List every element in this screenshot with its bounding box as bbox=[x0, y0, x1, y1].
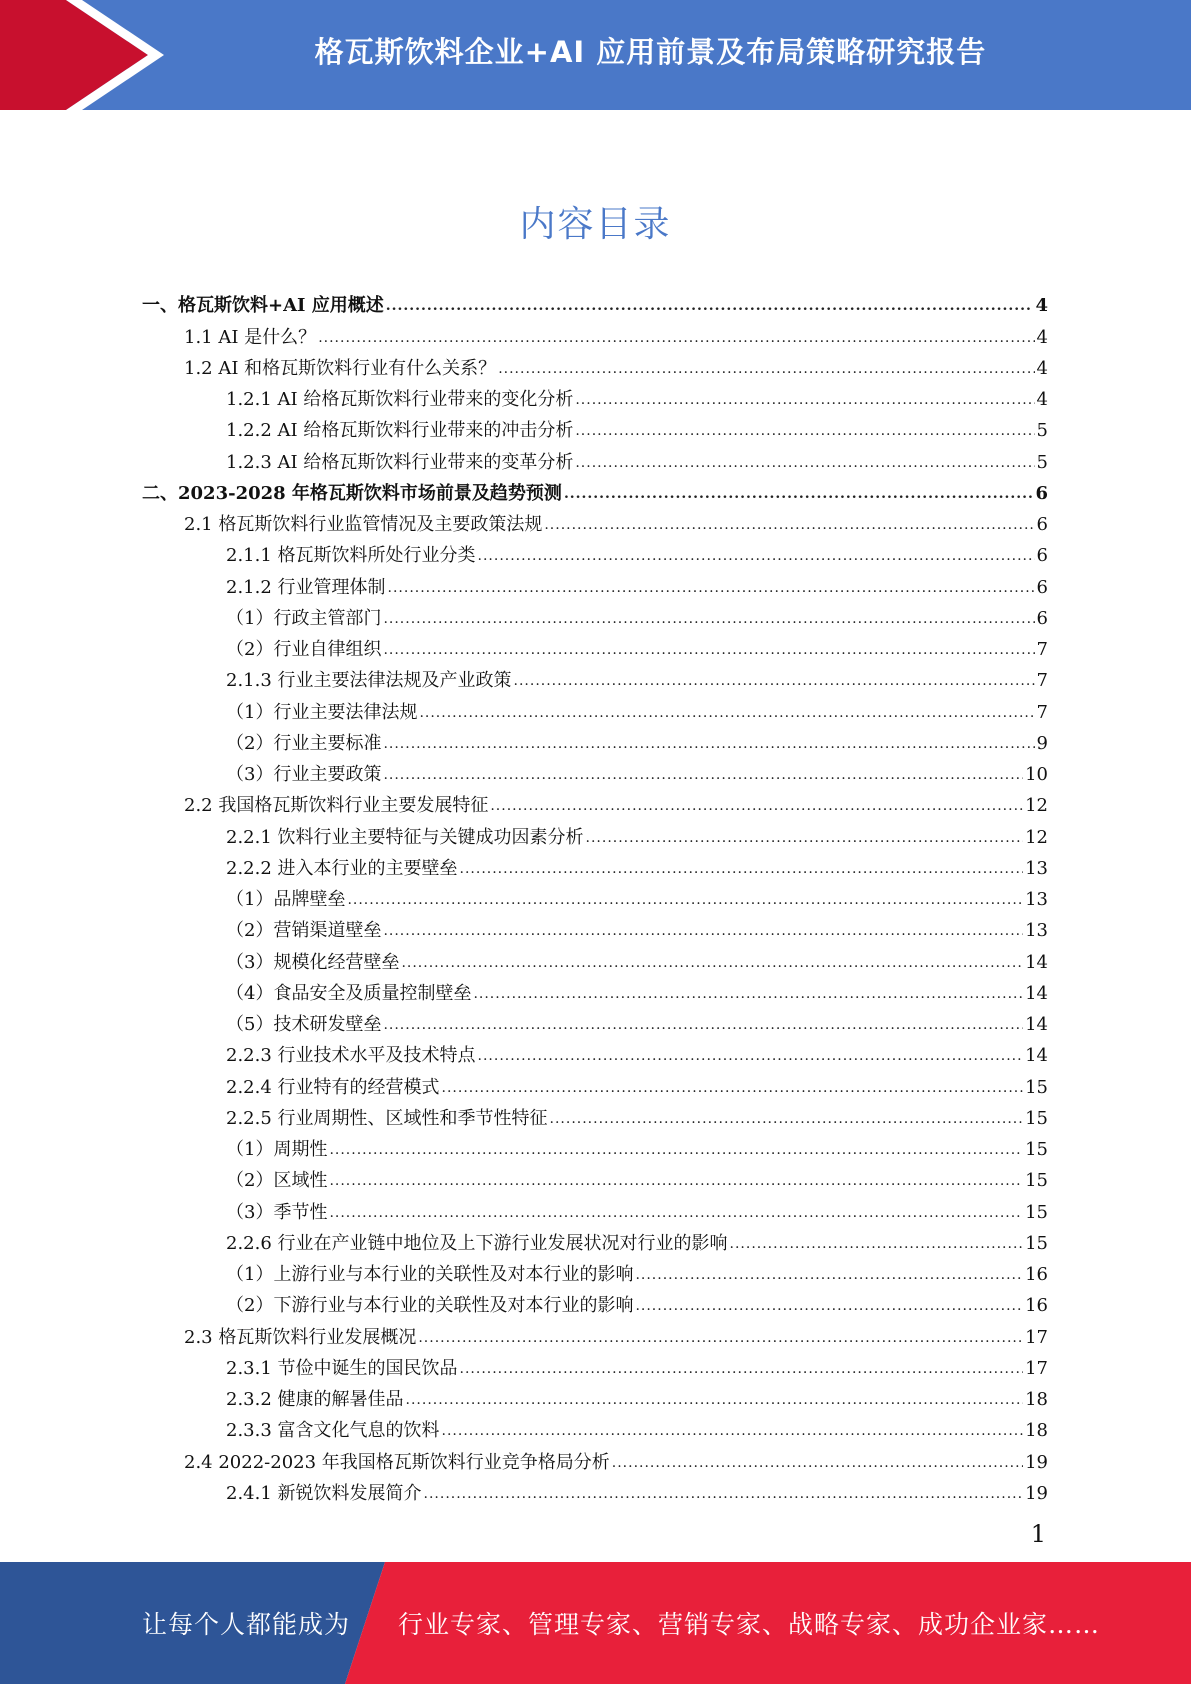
toc-leader-dots bbox=[612, 1452, 1023, 1474]
toc-entry-title: （1）行政主管部门 bbox=[226, 607, 382, 629]
table-of-contents bbox=[142, 286, 1048, 1505]
toc-entry-page: 6 bbox=[1036, 545, 1048, 567]
toc-entry-page: 4 bbox=[1036, 326, 1048, 348]
toc-entry[interactable] bbox=[142, 1192, 1048, 1223]
toc-entry-page: 6 bbox=[1036, 576, 1048, 598]
toc-entry-title: 2.1 格瓦斯饮料行业监管情况及主要政策法规 bbox=[184, 514, 543, 535]
toc-entry[interactable] bbox=[142, 286, 1048, 317]
toc-entry-title: （3）季节性 bbox=[226, 1201, 328, 1223]
toc-entry-page: 16 bbox=[1025, 1264, 1048, 1285]
toc-leader-dots bbox=[575, 452, 1034, 474]
toc-entry-page: 18 bbox=[1025, 1389, 1048, 1410]
toc-entry[interactable] bbox=[142, 1099, 1048, 1130]
toc-entry[interactable] bbox=[142, 724, 1048, 755]
toc-entry-page: 5 bbox=[1036, 420, 1048, 442]
toc-entry-title: 2.3.3 富含文化气息的饮料 bbox=[226, 1420, 440, 1442]
toc-entry[interactable] bbox=[142, 536, 1048, 567]
toc-leader-dots bbox=[730, 1233, 1024, 1255]
toc-leader-dots bbox=[388, 577, 1035, 599]
toc-entry-page: 17 bbox=[1025, 1357, 1048, 1379]
toc-entry-page: 15 bbox=[1025, 1170, 1048, 1192]
toc-entry[interactable] bbox=[142, 599, 1048, 630]
toc-entry-page: 10 bbox=[1025, 764, 1048, 785]
toc-entry-title: 2.2.6 行业在产业链中地位及上下游行业发展状况对行业的影响 bbox=[226, 1232, 728, 1254]
toc-entry[interactable] bbox=[142, 1130, 1048, 1161]
toc-entry[interactable] bbox=[142, 1349, 1048, 1380]
toc-leader-dots bbox=[406, 1389, 1024, 1411]
page-number: 1 bbox=[1030, 1520, 1046, 1548]
toc-entry[interactable] bbox=[142, 411, 1048, 442]
report-title: 格瓦斯饮料企业+AI 应用前景及布局策略研究报告 bbox=[314, 34, 987, 69]
toc-entry-page: 18 bbox=[1025, 1420, 1048, 1442]
toc-entry[interactable] bbox=[142, 1380, 1048, 1411]
toc-entry[interactable] bbox=[142, 1161, 1048, 1192]
toc-entry-page: 13 bbox=[1025, 920, 1048, 942]
toc-entry-page: 19 bbox=[1025, 1482, 1048, 1504]
toc-entry[interactable] bbox=[142, 755, 1048, 786]
toc-leader-dots bbox=[383, 733, 1034, 755]
toc-entry-title: 2.3 格瓦斯饮料行业发展概况 bbox=[184, 1326, 417, 1348]
toc-leader-dots bbox=[442, 1077, 1024, 1099]
toc-entry-page: 9 bbox=[1036, 732, 1048, 754]
toc-entry-title: 2.2.2 进入本行业的主要壁垒 bbox=[226, 857, 458, 879]
toc-entry[interactable] bbox=[142, 1411, 1048, 1442]
toc-leader-dots bbox=[635, 1295, 1023, 1317]
toc-leader-dots bbox=[490, 795, 1023, 817]
toc-entry-title: 2.4 2022-2023 年我国格瓦斯饮料行业竞争格局分析 bbox=[184, 1451, 610, 1473]
toc-heading: 内容目录 bbox=[519, 204, 672, 245]
toc-leader-dots bbox=[383, 764, 1023, 786]
toc-entry-page: 13 bbox=[1025, 889, 1048, 910]
toc-entry-title: 1.1 AI 是什么？ bbox=[184, 326, 317, 348]
toc-entry[interactable] bbox=[142, 630, 1048, 661]
toc-leader-dots bbox=[383, 920, 1023, 942]
toc-leader-dots bbox=[564, 483, 1034, 505]
toc-entry-title: 2.2.1 饮料行业主要特征与关键成功因素分析 bbox=[226, 826, 584, 848]
toc-entry-title: 2.2.4 行业特有的经营模式 bbox=[226, 1076, 440, 1098]
toc-entry-title: 1.2 AI 和格瓦斯饮料行业有什么关系？ bbox=[184, 357, 497, 379]
toc-entry-page: 13 bbox=[1025, 857, 1048, 879]
toc-entry[interactable] bbox=[142, 1255, 1048, 1286]
toc-leader-dots bbox=[383, 639, 1034, 661]
toc-leader-dots bbox=[460, 1358, 1024, 1380]
toc-entry[interactable] bbox=[142, 661, 1048, 692]
toc-entry-page: 6 bbox=[1036, 607, 1048, 629]
toc-leader-dots bbox=[329, 1202, 1023, 1224]
toc-entry[interactable] bbox=[142, 974, 1048, 1005]
toc-entry[interactable] bbox=[142, 911, 1048, 942]
toc-entry-title: 2.1.2 行业管理体制 bbox=[226, 576, 386, 598]
toc-entry-title: （1）周期性 bbox=[226, 1139, 328, 1160]
toc-entry-title: （2）区域性 bbox=[226, 1170, 328, 1192]
toc-leader-dots bbox=[329, 1139, 1023, 1161]
toc-entry[interactable] bbox=[142, 692, 1048, 723]
toc-entry-title: 2.2.3 行业技术水平及技术特点 bbox=[226, 1045, 476, 1067]
toc-entry-title: 2.2.5 行业周期性、区域性和季节性特征 bbox=[226, 1107, 548, 1129]
toc-entry[interactable] bbox=[142, 1286, 1048, 1317]
toc-leader-dots bbox=[498, 358, 1034, 380]
toc-entry-title: 1.2.3 AI 给格瓦斯饮料行业带来的变革分析 bbox=[226, 451, 574, 473]
toc-leader-dots bbox=[460, 858, 1024, 880]
toc-entry-title: 2.2 我国格瓦斯饮料行业主要发展特征 bbox=[184, 795, 489, 817]
footer-slogan-left: 让每个人都能成为 bbox=[142, 1610, 351, 1639]
footer-slogan-right: 行业专家、管理专家、营销专家、战略专家、成功企业家…… bbox=[398, 1610, 1101, 1639]
toc-entry-title: （2）行业自律组织 bbox=[226, 639, 382, 660]
toc-entry[interactable] bbox=[142, 380, 1048, 411]
toc-entry-title: （1）上游行业与本行业的关联性及对本行业的影响 bbox=[226, 1264, 634, 1285]
toc-leader-dots bbox=[575, 389, 1034, 411]
toc-entry[interactable] bbox=[142, 1474, 1048, 1505]
toc-entry-title: （2）营销渠道壁垒 bbox=[226, 920, 382, 942]
toc-entry[interactable] bbox=[142, 1036, 1048, 1067]
toc-entry-title: （1）行业主要法律法规 bbox=[226, 701, 418, 723]
toc-entry-title: 2.1.1 格瓦斯饮料所处行业分类 bbox=[226, 545, 476, 567]
toc-entry[interactable] bbox=[142, 942, 1048, 973]
toc-leader-dots bbox=[550, 1108, 1024, 1130]
toc-entry-title: （5）技术研发壁垒 bbox=[226, 1014, 382, 1035]
toc-entry[interactable] bbox=[142, 1317, 1048, 1348]
toc-entry[interactable] bbox=[142, 1067, 1048, 1098]
toc-entry-title: （3）行业主要政策 bbox=[226, 764, 382, 785]
toc-leader-dots bbox=[514, 670, 1035, 692]
toc-entry-page: 15 bbox=[1025, 1107, 1048, 1129]
toc-entry-page: 14 bbox=[1025, 1045, 1048, 1067]
toc-entry-page: 14 bbox=[1025, 951, 1048, 973]
toc-leader-dots bbox=[418, 1327, 1023, 1349]
toc-entry[interactable] bbox=[142, 1224, 1048, 1255]
toc-entry-title: 2.1.3 行业主要法律法规及产业政策 bbox=[226, 670, 512, 692]
toc-entry-page: 6 bbox=[1036, 514, 1048, 535]
toc-leader-dots bbox=[635, 1264, 1023, 1286]
toc-entry-page: 15 bbox=[1025, 1139, 1048, 1160]
toc-entry-title: （2）下游行业与本行业的关联性及对本行业的影响 bbox=[226, 1295, 634, 1317]
toc-entry-title: （4）食品安全及质量控制壁垒 bbox=[226, 982, 472, 1004]
toc-leader-dots bbox=[419, 702, 1034, 724]
toc-entry[interactable] bbox=[142, 505, 1048, 536]
toc-entry-page: 14 bbox=[1025, 982, 1048, 1004]
toc-entry-page: 6 bbox=[1035, 482, 1048, 504]
toc-leader-dots bbox=[473, 983, 1023, 1005]
toc-entry-page: 15 bbox=[1025, 1201, 1048, 1223]
toc-entry-title: （1）品牌壁垒 bbox=[226, 889, 346, 910]
toc-entry-page: 12 bbox=[1025, 826, 1048, 848]
toc-leader-dots bbox=[586, 827, 1024, 849]
toc-leader-dots bbox=[383, 608, 1034, 630]
toc-leader-dots bbox=[575, 420, 1034, 442]
toc-entry-title: 2.3.1 节俭中诞生的国民饮品 bbox=[226, 1357, 458, 1379]
toc-entry[interactable] bbox=[142, 880, 1048, 911]
toc-entry-page: 17 bbox=[1025, 1326, 1048, 1348]
toc-entry-page: 4 bbox=[1036, 389, 1048, 410]
toc-leader-dots bbox=[386, 295, 1034, 317]
toc-entry[interactable] bbox=[142, 1442, 1048, 1473]
toc-entry-title: 2.3.2 健康的解暑佳品 bbox=[226, 1389, 404, 1410]
toc-leader-dots bbox=[478, 545, 1035, 567]
toc-entry[interactable] bbox=[142, 442, 1048, 473]
toc-leader-dots bbox=[401, 952, 1023, 974]
toc-leader-dots bbox=[318, 327, 1034, 349]
toc-entry-page: 7 bbox=[1036, 701, 1048, 723]
toc-entry[interactable] bbox=[142, 849, 1048, 880]
toc-entry[interactable] bbox=[142, 786, 1048, 817]
toc-entry-page: 7 bbox=[1036, 639, 1048, 660]
toc-entry[interactable] bbox=[142, 349, 1048, 380]
toc-entry-page: 15 bbox=[1025, 1076, 1048, 1098]
toc-leader-dots bbox=[347, 889, 1023, 911]
toc-entry[interactable] bbox=[142, 474, 1048, 505]
toc-entry-page: 7 bbox=[1036, 670, 1048, 692]
toc-leader-dots bbox=[424, 1483, 1024, 1505]
toc-leader-dots bbox=[544, 514, 1034, 536]
page-footer bbox=[0, 1562, 1191, 1684]
toc-leader-dots bbox=[383, 1014, 1023, 1036]
toc-entry-title: （3）规模化经营壁垒 bbox=[226, 951, 400, 973]
toc-entry-page: 4 bbox=[1036, 357, 1048, 379]
toc-entry-page: 14 bbox=[1025, 1014, 1048, 1035]
toc-entry[interactable] bbox=[142, 817, 1048, 848]
toc-leader-dots bbox=[329, 1170, 1023, 1192]
toc-entry-title: （2）行业主要标准 bbox=[226, 732, 382, 754]
toc-entry-page: 19 bbox=[1025, 1451, 1048, 1473]
toc-leader-dots bbox=[442, 1420, 1024, 1442]
toc-entry[interactable] bbox=[142, 317, 1048, 348]
toc-entry-title: 一、格瓦斯饮料+AI 应用概述 bbox=[142, 295, 384, 317]
toc-entry[interactable] bbox=[142, 1005, 1048, 1036]
toc-entry-page: 15 bbox=[1025, 1232, 1048, 1254]
toc-entry[interactable] bbox=[142, 567, 1048, 598]
toc-entry-page: 4 bbox=[1035, 295, 1048, 317]
toc-entry-title: 二、2023-2028 年格瓦斯饮料市场前景及趋势预测 bbox=[142, 482, 562, 504]
toc-entry-page: 16 bbox=[1025, 1295, 1048, 1317]
toc-entry-title: 1.2.2 AI 给格瓦斯饮料行业带来的冲击分析 bbox=[226, 420, 574, 442]
toc-leader-dots bbox=[478, 1045, 1024, 1067]
toc-entry-page: 12 bbox=[1025, 795, 1048, 817]
toc-entry-title: 1.2.1 AI 给格瓦斯饮料行业带来的变化分析 bbox=[226, 389, 574, 410]
toc-entry-page: 5 bbox=[1036, 451, 1048, 473]
toc-entry-title: 2.4.1 新锐饮料发展简介 bbox=[226, 1482, 422, 1504]
page-header bbox=[0, 0, 1191, 110]
